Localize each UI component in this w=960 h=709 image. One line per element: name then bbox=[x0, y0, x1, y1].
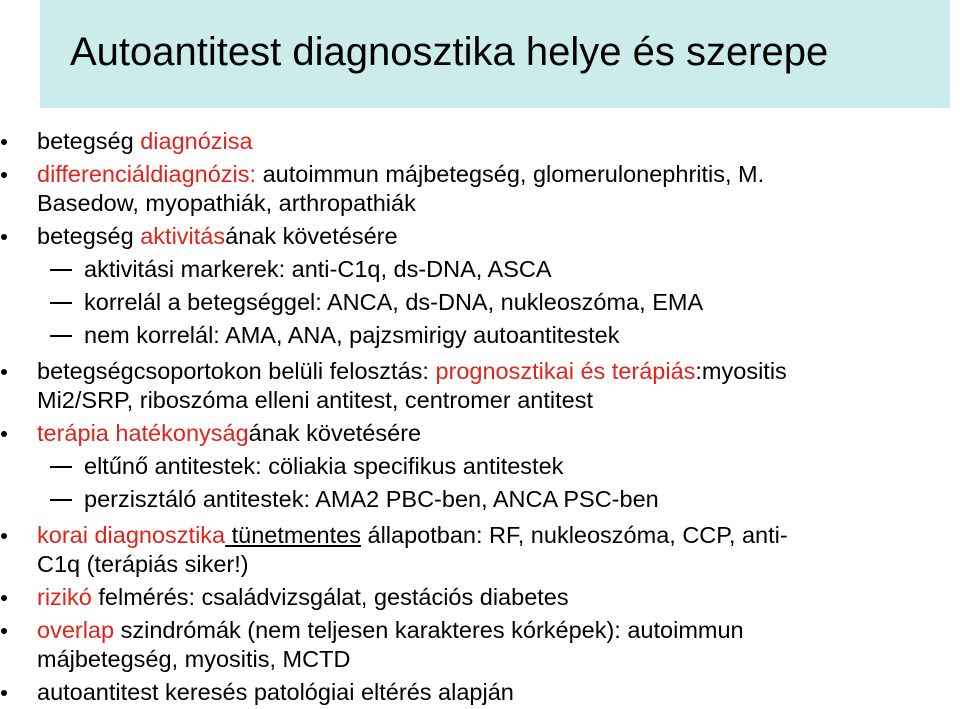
highlight: overlap bbox=[37, 617, 115, 643]
bullet-overlap-cont bbox=[0, 645, 960, 674]
text: Mi2/SRP, riboszóma elleni antitest, centromer antitest bbox=[37, 387, 593, 413]
text: ának követésére bbox=[248, 420, 422, 446]
text: szindrómák (nem teljesen karakteres kórképek): autoimmun bbox=[114, 617, 744, 643]
highlight: korai diagnosztika bbox=[37, 522, 226, 548]
bullet-dot-icon bbox=[1, 172, 7, 178]
highlight: diagnózisa bbox=[140, 128, 253, 154]
text: betegségcsoportokon belüli felosztás: bbox=[37, 358, 436, 384]
bullet-overlap bbox=[0, 616, 960, 645]
text: állapotban: RF, nukleoszóma, CCP, anti- bbox=[360, 522, 788, 548]
text: autoantitest keresés patológiai eltérés alapján bbox=[37, 679, 514, 705]
text: :myositis bbox=[695, 358, 787, 384]
highlight: prognosztikai és terápiás bbox=[435, 358, 696, 384]
subbullet-correlates bbox=[0, 288, 960, 317]
text: korrelál a betegséggel: ANCA, ds-DNA, nukleoszóma, EMA bbox=[84, 289, 704, 315]
highlight: differenciáldiagnózis: bbox=[37, 161, 257, 187]
bullet-early-diagnosis-cont bbox=[0, 550, 960, 579]
bullet-dot-icon bbox=[1, 139, 7, 145]
bullet-list bbox=[0, 127, 960, 707]
bullet-pathology bbox=[0, 678, 960, 707]
text: C1q (terápiás siker!) bbox=[37, 551, 249, 577]
bullet-early-diagnosis bbox=[0, 521, 960, 550]
highlight: aktivitás bbox=[140, 223, 226, 249]
bullet-therapy bbox=[0, 419, 960, 448]
subbullet-persisting bbox=[0, 485, 960, 514]
bullet-dot-icon bbox=[1, 690, 7, 696]
text: májbetegség, myositis, MCTD bbox=[37, 646, 351, 672]
text: ának követésére bbox=[225, 223, 398, 249]
dash-icon bbox=[50, 499, 72, 501]
dash-icon bbox=[50, 335, 72, 337]
bullet-dot-icon bbox=[1, 595, 7, 601]
dash-icon bbox=[50, 302, 72, 304]
bullet-dot-icon bbox=[1, 533, 7, 539]
bullet-diagnosis bbox=[0, 127, 960, 156]
bullet-dot-icon bbox=[1, 628, 7, 634]
text: perzisztáló antitestek: AMA2 PBC-ben, ANCA PSC-ben bbox=[84, 486, 659, 512]
bullet-subgroups bbox=[0, 357, 960, 386]
text: aktivitási markerek: anti-C1q, ds-DNA, ASCA bbox=[84, 256, 552, 282]
bullet-dot-icon bbox=[1, 369, 7, 375]
highlight: terápia hatékonyság bbox=[37, 420, 249, 446]
text: autoimmun májbetegség, glomerulonephritis, M. bbox=[256, 161, 765, 187]
bullet-differential-cont bbox=[0, 189, 960, 218]
highlight: rizikó bbox=[37, 584, 92, 610]
subbullet-activity-markers bbox=[0, 255, 960, 284]
text: betegség bbox=[37, 128, 141, 154]
bullet-dot-icon bbox=[1, 234, 7, 240]
bullet-dot-icon bbox=[1, 431, 7, 437]
underlined-text: tünetmentes bbox=[231, 522, 361, 548]
dash-icon bbox=[50, 466, 72, 468]
slide-title: Autoantitest diagnosztika helye és szerepe bbox=[70, 30, 829, 74]
dash-icon bbox=[50, 269, 72, 271]
bullet-differential bbox=[0, 160, 960, 189]
text: eltűnő antitestek: cöliakia specifikus antitestek bbox=[84, 453, 564, 479]
text: nem korrelál: AMA, ANA, pajzsmirigy autoantitestek bbox=[84, 322, 620, 348]
subbullet-not-correlates bbox=[0, 321, 960, 350]
text: felmérés: családvizsgálat, gestációs diabetes bbox=[91, 584, 569, 610]
bullet-activity bbox=[0, 222, 960, 251]
subbullet-disappearing bbox=[0, 452, 960, 481]
bullet-risk bbox=[0, 583, 960, 612]
bullet-subgroups-cont bbox=[0, 386, 960, 415]
text: betegség bbox=[37, 223, 141, 249]
text: Basedow, myopathiák, arthropathiák bbox=[37, 190, 416, 216]
